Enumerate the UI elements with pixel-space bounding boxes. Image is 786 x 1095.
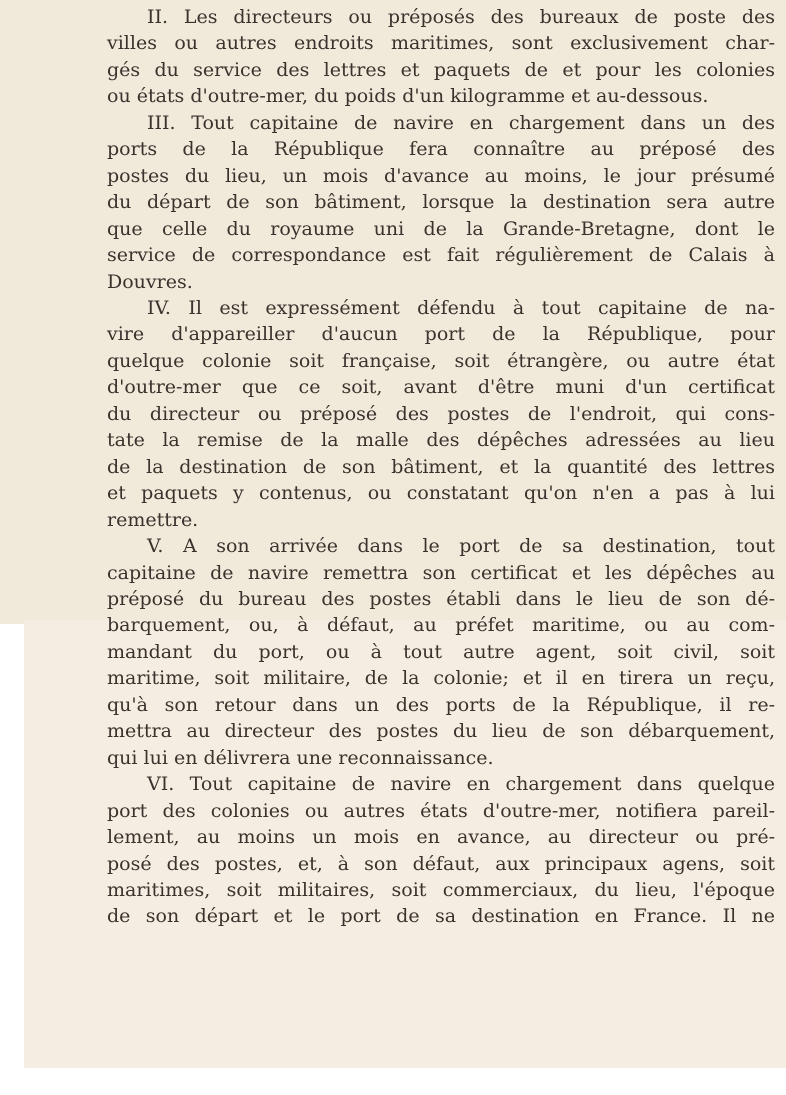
article-line: de son départ et le port de sa destination en France. Il ne: [107, 905, 775, 928]
article-line: II. Les directeurs ou préposés des bureaux de poste des: [147, 6, 775, 28]
article-line: mandant du port, ou à tout autre agent, soit civil, soit: [107, 640, 775, 663]
article-line: Douvres.: [107, 270, 193, 293]
article-line: maritimes, soit militaires, soit commerciaux, du lieu, l'époque: [107, 878, 775, 901]
document-body: [107, 4, 775, 930]
article-line: du directeur ou préposé des postes de l'endroit, qui cons-: [107, 402, 775, 425]
article-line: tate la remise de la malle des dépêches adressées au lieu: [107, 429, 775, 452]
article-line: mettra au directeur des postes du lieu de son débarquement,: [107, 720, 775, 743]
article-line: gés du service des lettres et paquets de et pour les colonies: [107, 58, 775, 81]
bottom-margin: [0, 1068, 786, 1095]
article-line: IV. Il est expressément défendu à tout capitaine de na-: [147, 296, 775, 319]
article-line: VI. Tout capitaine de navire en chargement dans quelque: [147, 773, 775, 796]
article-line: port des colonies ou autres états d'outre-mer, notifiera pareil-: [107, 799, 775, 822]
article-line: III. Tout capitaine de navire en chargement dans un des: [147, 111, 775, 134]
article-line: quelque colonie soit française, soit étrangère, ou autre état: [107, 349, 775, 372]
article-line: villes ou autres endroits maritimes, sont exclusivement char-: [107, 32, 775, 55]
article-III: [107, 110, 775, 295]
article-line: capitaine de navire remettra son certificat et les dépêches au: [107, 561, 775, 584]
article-line: préposé du bureau des postes établi dans le lieu de son dé-: [107, 587, 775, 610]
article-line: V. A son arrivée dans le port de sa destination, tout: [147, 535, 775, 558]
article-line: lement, au moins un mois en avance, au directeur ou pré-: [107, 826, 775, 849]
article-IV: [107, 295, 775, 533]
article-line: postes du lieu, un mois d'avance au moins, le jour présumé: [107, 164, 775, 187]
article-II: [107, 4, 775, 110]
article-line: maritime, soit militaire, de la colonie; et il en tirera un reçu,: [107, 667, 775, 690]
article-line: de la destination de son bâtiment, et la quantité des lettres: [107, 455, 775, 478]
article-line: et paquets y contenus, ou constatant qu'on n'en a pas à lui: [107, 482, 775, 505]
article-line: qu'à son retour dans un des ports de la République, il re-: [107, 693, 775, 716]
article-line: vire d'appareiller d'aucun port de la République, pour: [107, 323, 775, 346]
article-line: qui lui en délivrera une reconnaissance.: [107, 746, 494, 769]
article-line: ports de la République fera connaître au préposé des: [107, 138, 775, 161]
article-line: ou états d'outre-mer, du poids d'un kilogramme et au-dessous.: [107, 85, 709, 108]
article-line: barquement, ou, à défaut, au préfet maritime, ou au com-: [107, 614, 775, 637]
article-VI: [107, 771, 775, 930]
article-line: du départ de son bâtiment, lorsque la destination sera autre: [107, 191, 775, 214]
article-V: [107, 533, 775, 771]
article-line: posé des postes, et, à son défaut, aux principaux agens, soit: [107, 852, 775, 875]
article-line: remettre.: [107, 508, 199, 531]
article-line: d'outre-mer que ce soit, avant d'être muni d'un certificat: [107, 376, 775, 399]
article-line: service de correspondance est fait régulièrement de Calais à: [107, 244, 775, 267]
article-line: que celle du royaume uni de la Grande-Bretagne, dont le: [107, 217, 775, 240]
